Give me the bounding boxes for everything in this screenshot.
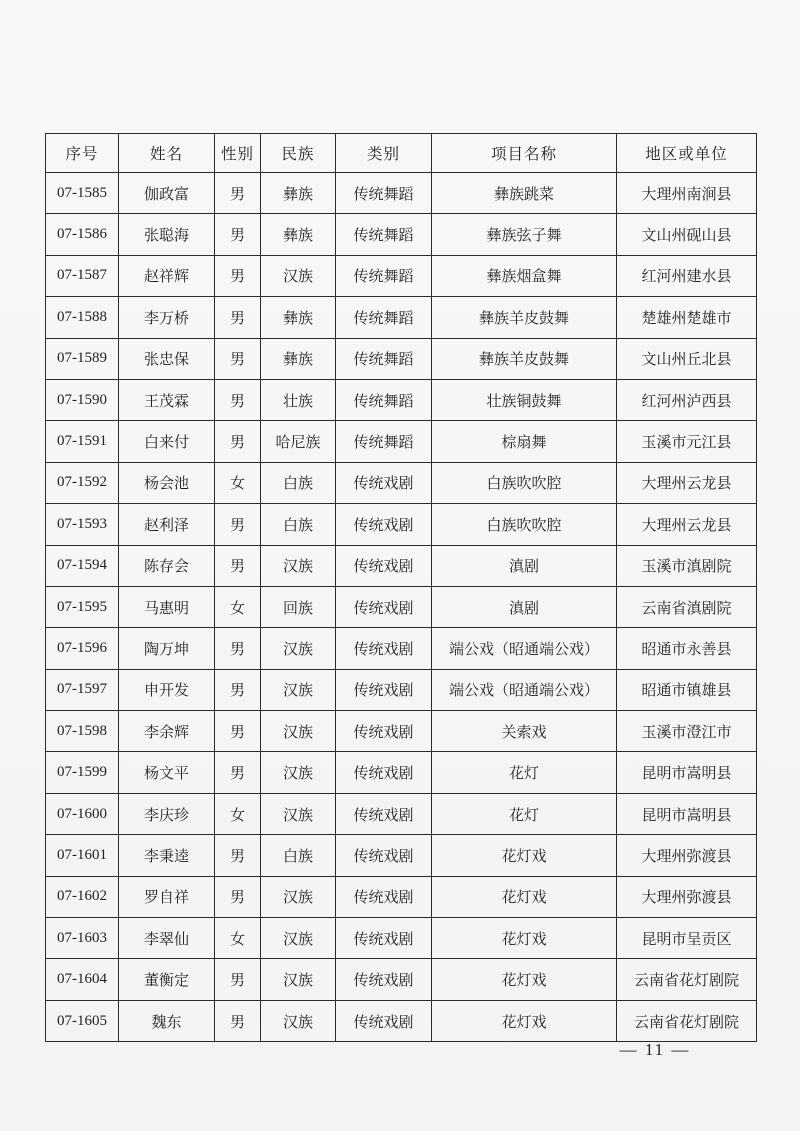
cell-ethnicity: 白族 [261,835,336,876]
cell-serial: 07-1596 [46,628,119,669]
cell-name: 陶万坤 [119,628,215,669]
cell-category: 传统舞蹈 [336,338,432,379]
cell-region: 红河州建水县 [617,255,757,296]
cell-ethnicity: 汉族 [261,545,336,586]
table-row [46,297,757,338]
table-row [46,338,757,379]
cell-gender: 男 [215,173,261,214]
cell-region: 云南省花灯剧院 [617,1000,757,1041]
cell-gender: 男 [215,214,261,255]
cell-ethnicity: 汉族 [261,876,336,917]
cell-category: 传统戏剧 [336,628,432,669]
table-row [46,918,757,959]
cell-category: 传统戏剧 [336,835,432,876]
table-row [46,959,757,1000]
cell-ethnicity: 汉族 [261,255,336,296]
cell-region: 红河州泸西县 [617,379,757,420]
cell-serial: 07-1586 [46,214,119,255]
header-serial: 序号 [46,134,119,173]
cell-project: 壮族铜鼓舞 [432,379,617,420]
cell-gender: 男 [215,669,261,710]
cell-gender: 男 [215,338,261,379]
cell-category: 传统戏剧 [336,545,432,586]
cell-region: 大理州南涧县 [617,173,757,214]
table-row [46,545,757,586]
cell-gender: 男 [215,876,261,917]
cell-region: 云南省滇剧院 [617,586,757,627]
cell-name: 李翠仙 [119,918,215,959]
cell-serial: 07-1605 [46,1000,119,1041]
cell-ethnicity: 白族 [261,504,336,545]
cell-category: 传统舞蹈 [336,297,432,338]
cell-project: 花灯 [432,793,617,834]
cell-region: 玉溪市澄江市 [617,711,757,752]
table-row [46,462,757,503]
cell-name: 伽政富 [119,173,215,214]
cell-ethnicity: 汉族 [261,793,336,834]
cell-project: 端公戏（昭通端公戏） [432,669,617,710]
cell-ethnicity: 哈尼族 [261,421,336,462]
cell-name: 张聪海 [119,214,215,255]
table-row [46,835,757,876]
cell-region: 昭通市镇雄县 [617,669,757,710]
cell-ethnicity: 汉族 [261,669,336,710]
cell-name: 杨会池 [119,462,215,503]
cell-name: 李秉逵 [119,835,215,876]
table-row [46,379,757,420]
cell-category: 传统戏剧 [336,1000,432,1041]
table-row [46,711,757,752]
table-row [46,255,757,296]
cell-name: 王茂霖 [119,379,215,420]
cell-gender: 男 [215,504,261,545]
cell-project: 彝族羊皮鼓舞 [432,338,617,379]
cell-serial: 07-1590 [46,379,119,420]
cell-category: 传统戏剧 [336,752,432,793]
table-header-row [46,134,757,173]
table-row [46,752,757,793]
cell-category: 传统戏剧 [336,669,432,710]
cell-project: 滇剧 [432,545,617,586]
cell-serial: 07-1592 [46,462,119,503]
cell-name: 白来付 [119,421,215,462]
cell-region: 文山州砚山县 [617,214,757,255]
header-category: 类别 [336,134,432,173]
cell-project: 花灯戏 [432,835,617,876]
cell-project: 彝族烟盒舞 [432,255,617,296]
cell-project: 滇剧 [432,586,617,627]
cell-name: 张忠保 [119,338,215,379]
cell-category: 传统戏剧 [336,876,432,917]
cell-gender: 男 [215,255,261,296]
cell-serial: 07-1588 [46,297,119,338]
cell-gender: 男 [215,545,261,586]
cell-gender: 男 [215,711,261,752]
cell-serial: 07-1599 [46,752,119,793]
cell-name: 魏东 [119,1000,215,1041]
cell-serial: 07-1589 [46,338,119,379]
cell-ethnicity: 彝族 [261,214,336,255]
cell-region: 昆明市嵩明县 [617,752,757,793]
table-row [46,586,757,627]
cell-region: 云南省花灯剧院 [617,959,757,1000]
cell-project: 花灯戏 [432,876,617,917]
cell-category: 传统戏剧 [336,793,432,834]
cell-gender: 男 [215,1000,261,1041]
cell-region: 大理州弥渡县 [617,876,757,917]
cell-serial: 07-1598 [46,711,119,752]
cell-category: 传统舞蹈 [336,173,432,214]
cell-name: 李万桥 [119,297,215,338]
table-row [46,173,757,214]
cell-project: 棕扇舞 [432,421,617,462]
page-number: — 11 — [619,1040,691,1059]
cell-name: 董衡定 [119,959,215,1000]
table-row [46,876,757,917]
cell-gender: 男 [215,379,261,420]
cell-region: 大理州云龙县 [617,462,757,503]
cell-name: 陈存会 [119,545,215,586]
cell-project: 花灯戏 [432,1000,617,1041]
cell-project: 端公戏（昭通端公戏） [432,628,617,669]
cell-category: 传统舞蹈 [336,379,432,420]
cell-gender: 女 [215,462,261,503]
cell-ethnicity: 汉族 [261,1000,336,1041]
cell-name: 赵利泽 [119,504,215,545]
header-project: 项目名称 [432,134,617,173]
cell-name: 罗自祥 [119,876,215,917]
cell-project: 花灯戏 [432,959,617,1000]
table-row [46,669,757,710]
cell-project: 白族吹吹腔 [432,462,617,503]
table-row [46,504,757,545]
table-row [46,1000,757,1041]
cell-project: 彝族跳菜 [432,173,617,214]
cell-region: 昆明市嵩明县 [617,793,757,834]
cell-serial: 07-1603 [46,918,119,959]
cell-category: 传统戏剧 [336,959,432,1000]
cell-gender: 男 [215,297,261,338]
cell-serial: 07-1602 [46,876,119,917]
cell-ethnicity: 汉族 [261,959,336,1000]
cell-region: 昭通市永善县 [617,628,757,669]
table-body [46,173,757,1042]
cell-ethnicity: 壮族 [261,379,336,420]
cell-gender: 男 [215,752,261,793]
header-gender: 性别 [215,134,261,173]
cell-name: 马惠明 [119,586,215,627]
cell-category: 传统舞蹈 [336,255,432,296]
cell-ethnicity: 汉族 [261,628,336,669]
cell-serial: 07-1595 [46,586,119,627]
cell-region: 楚雄州楚雄市 [617,297,757,338]
cell-ethnicity: 汉族 [261,752,336,793]
cell-serial: 07-1597 [46,669,119,710]
cell-project: 花灯 [432,752,617,793]
cell-serial: 07-1587 [46,255,119,296]
cell-gender: 女 [215,793,261,834]
cell-project: 彝族羊皮鼓舞 [432,297,617,338]
cell-gender: 男 [215,959,261,1000]
cell-category: 传统舞蹈 [336,421,432,462]
cell-name: 申开发 [119,669,215,710]
header-name: 姓名 [119,134,215,173]
cell-gender: 男 [215,421,261,462]
inheritor-table [45,133,757,1042]
cell-ethnicity: 彝族 [261,338,336,379]
cell-region: 大理州云龙县 [617,504,757,545]
cell-region: 文山州丘北县 [617,338,757,379]
cell-category: 传统戏剧 [336,918,432,959]
cell-category: 传统舞蹈 [336,214,432,255]
cell-name: 李余辉 [119,711,215,752]
cell-serial: 07-1604 [46,959,119,1000]
cell-project: 花灯戏 [432,918,617,959]
cell-ethnicity: 彝族 [261,173,336,214]
cell-ethnicity: 彝族 [261,297,336,338]
cell-gender: 男 [215,835,261,876]
cell-name: 杨文平 [119,752,215,793]
cell-ethnicity: 汉族 [261,918,336,959]
cell-region: 玉溪市滇剧院 [617,545,757,586]
cell-project: 彝族弦子舞 [432,214,617,255]
header-ethnicity: 民族 [261,134,336,173]
cell-region: 大理州弥渡县 [617,835,757,876]
table-row [46,421,757,462]
cell-serial: 07-1591 [46,421,119,462]
cell-gender: 男 [215,628,261,669]
cell-category: 传统戏剧 [336,504,432,545]
cell-ethnicity: 回族 [261,586,336,627]
cell-serial: 07-1600 [46,793,119,834]
cell-gender: 女 [215,918,261,959]
cell-serial: 07-1585 [46,173,119,214]
cell-ethnicity: 汉族 [261,711,336,752]
header-region: 地区或单位 [617,134,757,173]
cell-category: 传统戏剧 [336,586,432,627]
cell-region: 玉溪市元江县 [617,421,757,462]
table-row [46,628,757,669]
cell-project: 关索戏 [432,711,617,752]
cell-category: 传统戏剧 [336,462,432,503]
cell-project: 白族吹吹腔 [432,504,617,545]
cell-serial: 07-1593 [46,504,119,545]
cell-region: 昆明市呈贡区 [617,918,757,959]
table-row [46,793,757,834]
cell-gender: 女 [215,586,261,627]
cell-ethnicity: 白族 [261,462,336,503]
cell-serial: 07-1594 [46,545,119,586]
cell-name: 赵祥辉 [119,255,215,296]
cell-name: 李庆珍 [119,793,215,834]
table-row [46,214,757,255]
cell-serial: 07-1601 [46,835,119,876]
cell-category: 传统戏剧 [336,711,432,752]
